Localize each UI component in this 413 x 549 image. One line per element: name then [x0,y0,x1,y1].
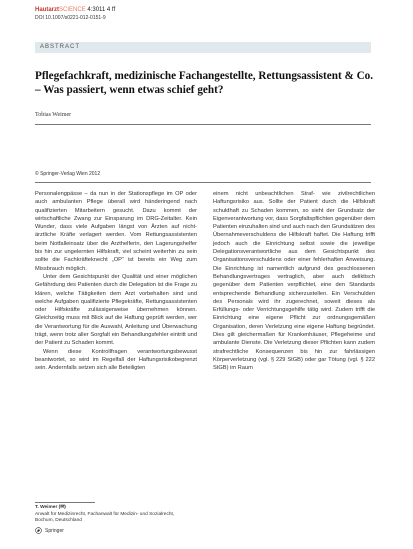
body-column-right [213,190,375,373]
publisher-logo [35,527,64,534]
footnote-affiliation: Anwalt für Medizinrecht, Fachanwalt für Medizin- und Sozialrecht, [35,511,175,517]
divider-top [35,124,371,125]
footnote [35,505,174,525]
volume-info: 4:3011 4 ff [87,7,116,13]
journal-header [35,6,115,14]
springer-horse-icon [35,527,42,534]
doi: DOI 10.1007/s0221-012-0151-9 [35,15,106,21]
footnote-city: Bochum, Deutschland [35,518,82,523]
paragraph: Unter dem Gesichtspunkt der Qualität und einer möglichen Gefährdung des Patienten durch die Delegation ist die Frage zu klären, welche Tätigkeiten dem Arzt vorbehalten sind und welche Aufgaben qualifizierte Pflegekräfte, Rettungsassistenten oder Hilfskräfte zulässigerweise übernehmen können. Gleichzeitig muss mit Blick auf die Haftung geprüft werden, wer die Verantwortung für die Auswahl, Anleitung und Überwachung trägt, wenn trotz aller Sorgfalt ein Behandlungsfehler eintritt und der Patient zu Schaden kommt. [35,273,197,347]
footnote-author: T. Weimer (✉) [35,505,66,510]
journal-name: HautarztSCIENCE [35,7,86,13]
footnote-divider [35,502,95,503]
publisher-name: Springer [45,527,64,534]
section-label: ABSTRACT [35,42,371,53]
copyright: © Springer-Verlag Wien 2012 [35,171,101,177]
divider-bottom [35,182,371,183]
author: Tobias Weimer [35,112,72,118]
paragraph: Personalengpässe – da nun in der Stationspflege im OP oder auch ambulanten Pflege überall wird händeringend nach qualifizierten Mitarbeitern gesucht. Dazu kommt der wirtschaftliche Zwang zur Einsparung im DRG-Zeitalter. Kein Wunder, dass viele Aufgaben längst von Ärzten auf nicht-ärztliche Kräfte verlagert werden. Vom Rettungsassistenten beim Notfalleinsatz über die Arzthelferin, den Lagerungshelfer bis hin zur ungelernten Hilfskraft, viel scheint weiterhin zu sein sollte die Fachkräfteknecht „OP“ ist bereits ein Weg zum Missbrauch möglich. [35,191,197,272]
body-column-left [35,190,197,373]
paragraph: Wenn diese Kontrollfragen verantwortungsbewusst beantwortet, so wird im Regelfall der Haftungsrisikobegrenzt sein. Andernfalls setzen sich alle Beteiligten [35,348,197,372]
article-title: Pflegefachkraft, medizinische Fachangestellte, Rettungsassistent & Co. – Was passiert, wenn etwas schief geht? [35,70,374,96]
paragraph: einem nicht unbeachtlichen Straf- wie zivilrechtlichen Haftungsrisiko aus. Sollte der Patient durch die Hilfskraft schuldhaft zu Schaden kommen, so sieht der Grundsatz der Eigenverantwortung vor, dass Sorgfaltspflichten gegenüber dem Patienten einzuhalten sind und auch nach den Grundsätzen des Übernahmeverschuldens die Hilfskraft haftet. Die Haftung trifft jedoch auch die Einrichtung selbst sowie die jeweilige Delegationsverantwortliche aus dem Gesichtspunkt des Organisationsverschuldens oder einer fehlerhaften Anweisung. Die Einrichtung ist namentlich aufgrund des geschlossenen Behandlungsvertrages vertraglich, aber auch deliktisch gegenüber dem Patienten verpflichtet, eine den Standards entsprechende Behandlung sicherzustellen. Ein Verschulden des Personals wird ihr zugerechnet, soweit dieses als Erfüllungs- oder Verrichtungsgehilfe tätig wird. Zudem trifft die Einrichtung eine eigene Pflicht zur ordnungsgemäßen Organisation, deren Verletzung eine eigene Haftung begründet. Dies gilt gleichermaßen für Krankenhäuser, Pflegeheime und ambulante Dienste. Die Verletzung dieser Pflichten kann zudem strafrechtliche Konsequenzen bis hin zur fahrlässigen Körperverletzung (vgl. § 229 StGB) oder gar Tötung (vgl. § 222 StGB) im Raum [213,191,375,372]
